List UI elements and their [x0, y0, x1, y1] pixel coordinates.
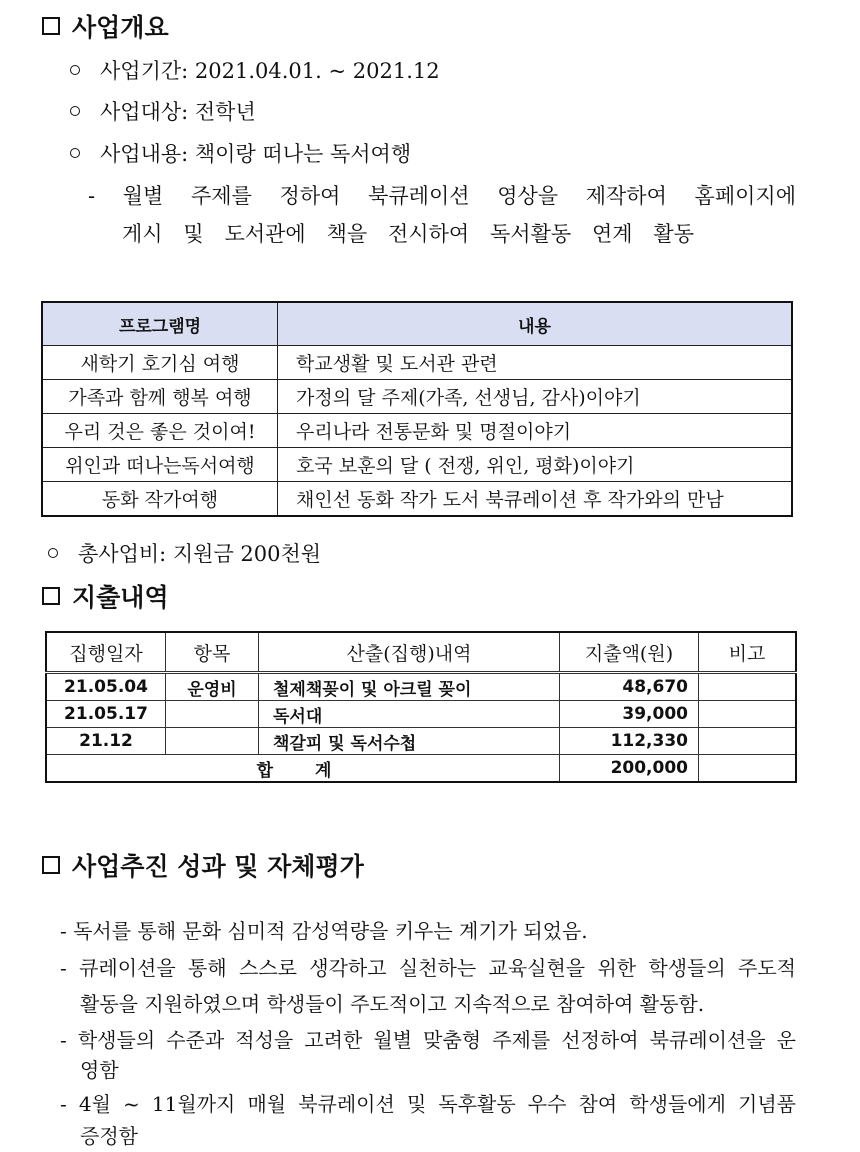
details-cell: 책갈피 및 독서수첩: [259, 728, 560, 755]
bullet-budget: 총사업비: 지원금 200천원: [48, 538, 321, 568]
header-program-name: 프로그램명: [42, 302, 278, 346]
checkbox-square-icon: [42, 856, 60, 874]
date-cell: 21.12: [46, 728, 166, 755]
item-cell: 운영비: [166, 673, 259, 701]
circle-bullet-icon: [48, 548, 58, 558]
circle-bullet-icon: [70, 65, 80, 75]
bullet-period: 사업기간: 2021.04.01. ~ 2021.12: [70, 55, 440, 85]
note-cell: [699, 728, 797, 755]
table-row: [42, 448, 792, 482]
amount-cell: 112,330: [560, 728, 699, 755]
amount-cell: 48,670: [560, 673, 699, 701]
program-table: [41, 301, 793, 517]
evaluation-line-2: - 큐레이션을 통해 스스로 생각하고 실천하는 교육실현을 위한 학생들의 주도적: [60, 956, 796, 980]
program-content-cell: 가정의 달 주제(가족, 선생님, 감사)이야기: [278, 380, 793, 414]
table-row: [42, 414, 792, 448]
header-note: 비고: [699, 632, 797, 673]
program-name-cell: 우리 것은 좋은 것이여!: [42, 414, 278, 448]
total-note-cell: [699, 755, 797, 783]
bullet-target: 사업대상: 전학년: [70, 96, 256, 126]
program-name-cell: 새학기 호기심 여행: [42, 346, 278, 380]
table-total-row: [46, 755, 796, 783]
section-heading-expenses: [42, 578, 169, 614]
table-row: [46, 673, 796, 701]
checkbox-square-icon: [42, 587, 60, 605]
evaluation-line-4: - 학생들의 수준과 적성을 고려한 월별 맞춤형 주제를 선정하여 북큐레이션을 운: [60, 1028, 796, 1052]
item-cell: [166, 728, 259, 755]
table-row: [46, 728, 796, 755]
table-row: [46, 701, 796, 728]
program-name-cell: 위인과 떠나는독서여행: [42, 448, 278, 482]
evaluation-line-7: 증정함: [80, 1124, 138, 1148]
table-header-row: [42, 302, 792, 346]
section-title: 사업추진 성과 및 자체평가: [72, 852, 364, 881]
header-content: 내용: [278, 302, 793, 346]
circle-bullet-icon: [70, 148, 80, 158]
total-amount: 200,000: [560, 755, 699, 783]
evaluation-line-1: - 독서를 통해 문화 심미적 감성역량을 키우는 계기가 되었음.: [60, 919, 588, 943]
program-content-cell: 학교생활 및 도서관 관련: [278, 346, 793, 380]
section-title: 사업개요: [72, 13, 169, 42]
note-cell: [699, 701, 797, 728]
evaluation-line-6: - 4월 ~ 11월까지 매월 북큐레이션 및 독후활동 우수 참여 학생들에게 기념품: [60, 1092, 796, 1116]
date-cell: 21.05.17: [46, 701, 166, 728]
header-date: 집행일자: [46, 632, 166, 673]
detail-line-1: - 월별 주제를 정하여 북큐레이션 영상을 제작하여 홈페이지에: [88, 184, 796, 208]
expense-table: [45, 631, 797, 783]
evaluation-line-3: 활동을 지원하였으며 학생들이 주도적이고 지속적으로 참여하여 활동함.: [80, 992, 705, 1016]
table-row: [42, 346, 792, 380]
program-name-cell: 동화 작가여행: [42, 482, 278, 517]
section-heading-overview: [42, 8, 169, 44]
table-row: [42, 482, 792, 517]
program-content-cell: 채인선 동화 작가 도서 북큐레이션 후 작가와의 만남: [278, 482, 793, 517]
date-cell: 21.05.04: [46, 673, 166, 701]
header-item: 항목: [166, 632, 259, 673]
bullet-content: 사업내용: 책이랑 떠나는 독서여행: [70, 138, 411, 168]
program-content-cell: 호국 보훈의 달 ( 전쟁, 위인, 평화)이야기: [278, 448, 793, 482]
header-amount: 지출액(원): [560, 632, 699, 673]
details-cell: 철제책꽂이 및 아크릴 꽂이: [259, 673, 560, 701]
header-details: 산출(집행)내역: [259, 632, 560, 673]
evaluation-line-5: 영함: [80, 1058, 119, 1082]
item-cell: [166, 701, 259, 728]
table-header-row: [46, 632, 796, 673]
circle-bullet-icon: [70, 106, 80, 116]
amount-cell: 39,000: [560, 701, 699, 728]
note-cell: [699, 673, 797, 701]
details-cell: 독서대: [259, 701, 560, 728]
program-name-cell: 가족과 함께 행복 여행: [42, 380, 278, 414]
detail-line-2: 게시 및 도서관에 책을 전시하여 독서활동 연계 활동: [122, 222, 694, 246]
section-title: 지출내역: [72, 583, 169, 612]
table-row: [42, 380, 792, 414]
total-label: 합 계: [46, 755, 560, 783]
checkbox-square-icon: [42, 17, 60, 35]
program-content-cell: 우리나라 전통문화 및 명절이야기: [278, 414, 793, 448]
section-heading-evaluation: [42, 847, 364, 883]
